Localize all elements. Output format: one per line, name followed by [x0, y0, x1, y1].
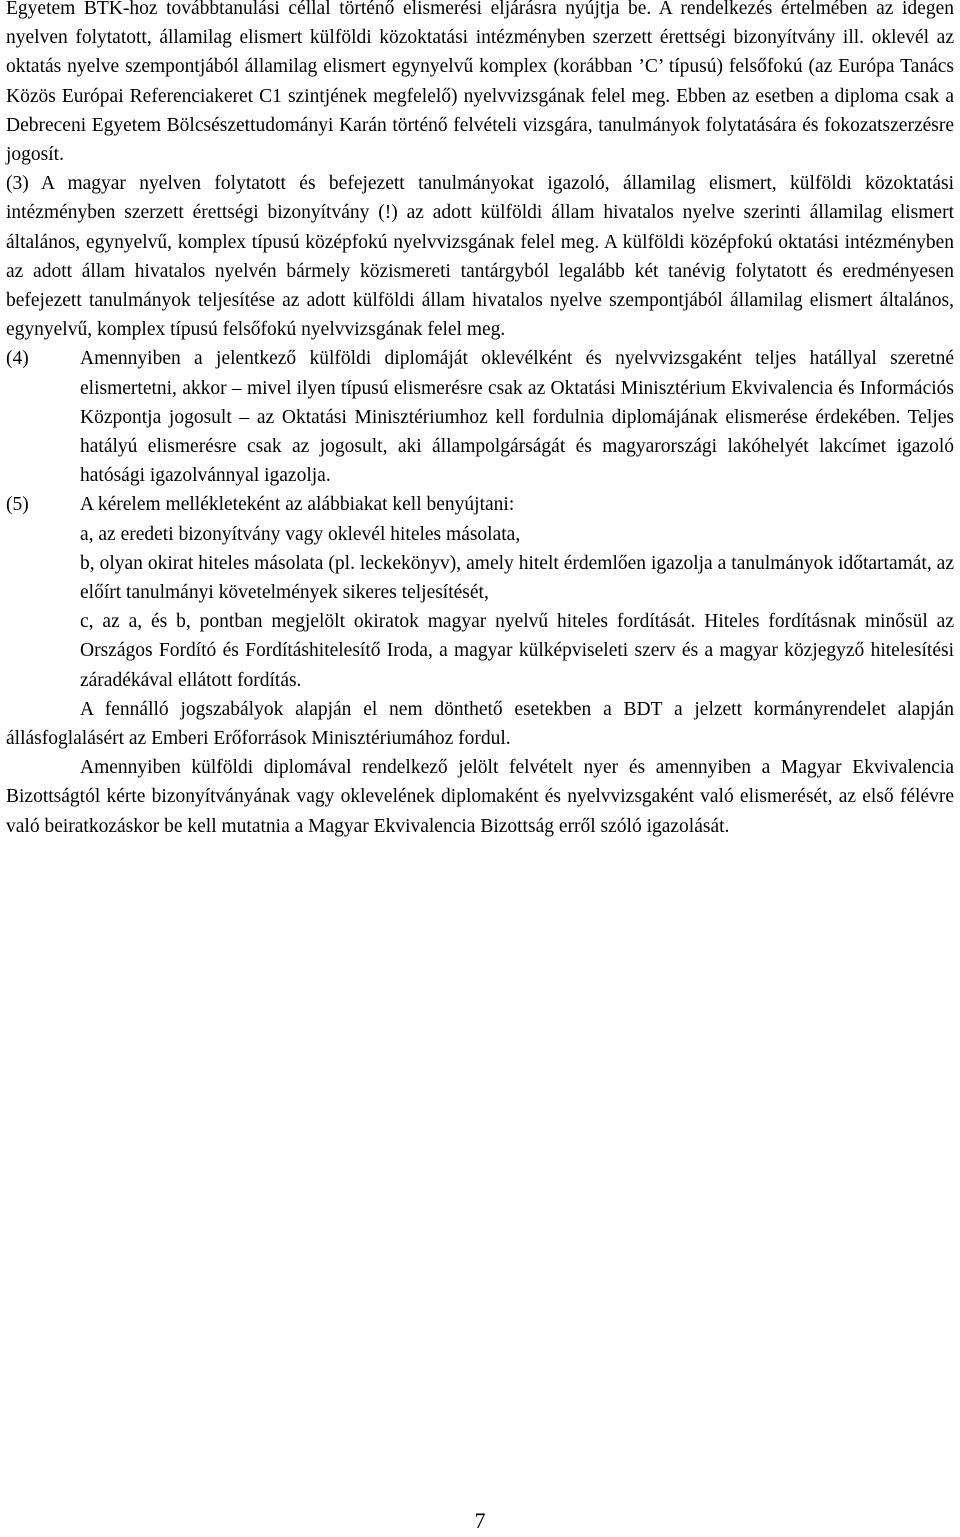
- paragraph-4-number: (4): [6, 348, 29, 370]
- paragraph-4: [6, 344, 954, 490]
- paragraph-5-number: (5): [6, 494, 29, 516]
- list-item-c: c, az a, és b, pontban megjelölt okiratok magyar nyelvű hiteles fordítását. Hiteles fordításnak minősül az Országos Fordító és Fordításhitelesítő Iroda, a magyar külképviseleti szerv és a magyar közjegyző hitelesítési záradékával ellátott fordítás.: [80, 611, 954, 691]
- paragraph-4-text: Amennyiben a jelentkező külföldi diplomáját oklevélként és nyelvvizsgaként teljes hatállyal szeretné elismertetni, akkor – mivel ilyen típusú elismerésre csak az Oktatási Minisztérium Ekvivalencia és Információs Központja jogosult – az Oktatási Minisztériumhoz kell fordulnia diplomájának elismerése érdekében. Teljes hatályú elismerésre csak az jogosult, aki állampolgárságát és magyarországi lakóhelyét lakcímet igazoló hatósági igazolvánnyal igazolja.: [80, 348, 954, 487]
- paragraph-5: [6, 490, 954, 519]
- list-item-a: a, az eredeti bizonyítvány vagy oklevél hiteles másolata,: [80, 523, 521, 545]
- paragraph-5-text: A kérelem mellékleteként az alábbiakat kell benyújtani:: [80, 494, 515, 516]
- paragraph-3: (3) A magyar nyelven folytatott és befejezett tanulmányokat igazoló, államilag elismert, külföldi közoktatási intézményben szerzett érettségi bizonyítvány (!) az adott külföldi állam hivatalos nyelve szerinti államilag elismert általános, egynyelvű, komplex típusú középfokú nyelvvizsgának felel meg. A külföldi középfokú oktatási intézményben az adott állam hivatalos nyelvén bármely közismereti tantárgyból legalább két tanévig folytatott és eredményesen befejezett tanulmányok teljesítése az adott külföldi állam hivatalos nyelve szempontjából államilag elismert általános, egynyelvű, komplex típusú felsőfokú nyelvvizsgának felel meg.: [6, 173, 954, 341]
- paragraph-equivalence: Amennyiben külföldi diplomával rendelkező jelölt felvételt nyer és amennyiben a Magyar Ekvivalencia Bizottságtól kérte bizonyítványának vagy oklevelének diplomaként és nyelvvizsgaként való elismerését, az első félévre való beiratkozáskor be kell mutatnia a Magyar Ekvivalencia Bizottság erről szóló igazolását.: [6, 757, 954, 837]
- paragraph-regulations: A fennálló jogszabályok alapján el nem dönthető esetekben a BDT a jelzett kormányrendelet alapján állásfoglalásért az Emberi Erőforrások Minisztériumához fordul.: [6, 698, 954, 750]
- paragraph-continuation: Egyetem BTK-hoz továbbtanulási céllal történő elismerési eljárásra nyújtja be. A rendelkezés értelmében az idegen nyelven folytatott, államilag elismert külföldi közoktatási intézményben szerzett érettségi bizonyítvány ill. oklevél az oktatás nyelve szempontjából államilag elismert egynyelvű komplex (korábban ’C’ típusú) felsőfokú (az Európa Tanács Közös Európai Referenciakeret C1 szintjének megfelelő) nyelvvizsgának felel meg. Ebben az esetben a diploma csak a Debreceni Egyetem Bölcsészettudományi Karán történő felvételi vizsgára, tanulmányok folytatására és fokozatszerzésre jogosít.: [6, 0, 954, 166]
- document-page: [6, 0, 954, 841]
- page-number: 7: [474, 1508, 486, 1533]
- list-item-b: b, olyan okirat hiteles másolata (pl. leckekönyv), amely hitelt érdemlően igazolja a tanulmányok időtartamát, az előírt tanulmányi követelmények sikeres teljesítését,: [80, 552, 954, 604]
